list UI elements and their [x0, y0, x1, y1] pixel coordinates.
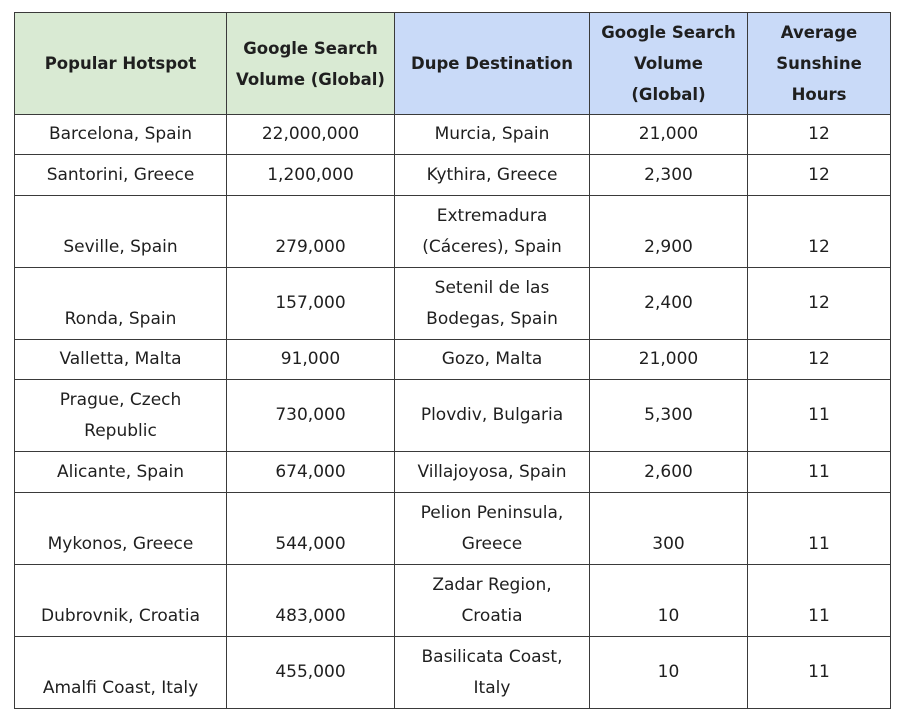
table-row: [15, 637, 891, 709]
cell-sunshine-hours: 11: [748, 452, 891, 493]
cell-dupe-volume: 2,400: [590, 268, 748, 340]
cell-dupe-volume: 21,000: [590, 115, 748, 155]
table-body: [15, 115, 891, 709]
cell-hotspot-volume: 157,000: [227, 268, 395, 340]
cell-dupe-destination: Murcia, Spain: [395, 115, 590, 155]
cell-hotspot: Valletta, Malta: [15, 340, 227, 380]
cell-hotspot: Ronda, Spain: [15, 268, 227, 340]
cell-dupe-volume: 5,300: [590, 380, 748, 452]
header-hotspot-search-volume: Google Search Volume (Global): [227, 13, 395, 115]
table-row: [15, 115, 891, 155]
cell-hotspot: Barcelona, Spain: [15, 115, 227, 155]
cell-hotspot: Alicante, Spain: [15, 452, 227, 493]
cell-sunshine-hours: 11: [748, 637, 891, 709]
cell-dupe-destination: Extremadura (Cáceres), Spain: [395, 196, 590, 268]
table-row: [15, 565, 891, 637]
table-row: [15, 196, 891, 268]
table-row: [15, 155, 891, 196]
cell-hotspot-volume: 91,000: [227, 340, 395, 380]
cell-dupe-destination: Kythira, Greece: [395, 155, 590, 196]
table-row: [15, 493, 891, 565]
cell-dupe-destination: Zadar Region, Croatia: [395, 565, 590, 637]
destination-dupes-table: [14, 12, 891, 709]
header-row: [15, 13, 891, 115]
cell-sunshine-hours: 12: [748, 155, 891, 196]
cell-dupe-volume: 2,300: [590, 155, 748, 196]
cell-hotspot-volume: 674,000: [227, 452, 395, 493]
cell-sunshine-hours: 12: [748, 340, 891, 380]
cell-hotspot-volume: 730,000: [227, 380, 395, 452]
cell-hotspot-volume: 544,000: [227, 493, 395, 565]
table-header: [15, 13, 891, 115]
table-row: [15, 268, 891, 340]
table-row: [15, 452, 891, 493]
cell-hotspot: Amalfi Coast, Italy: [15, 637, 227, 709]
header-dupe-destination: Dupe Destination: [395, 13, 590, 115]
cell-dupe-volume: 2,600: [590, 452, 748, 493]
cell-dupe-volume: 2,900: [590, 196, 748, 268]
cell-dupe-destination: Plovdiv, Bulgaria: [395, 380, 590, 452]
cell-sunshine-hours: 11: [748, 380, 891, 452]
cell-sunshine-hours: 11: [748, 565, 891, 637]
cell-sunshine-hours: 12: [748, 115, 891, 155]
table-row: [15, 340, 891, 380]
header-popular-hotspot: Popular Hotspot: [15, 13, 227, 115]
cell-hotspot-volume: 22,000,000: [227, 115, 395, 155]
header-dupe-search-volume: Google Search Volume (Global): [590, 13, 748, 115]
cell-hotspot: Mykonos, Greece: [15, 493, 227, 565]
cell-hotspot: Santorini, Greece: [15, 155, 227, 196]
cell-dupe-destination: Setenil de las Bodegas, Spain: [395, 268, 590, 340]
cell-dupe-volume: 300: [590, 493, 748, 565]
cell-dupe-destination: Pelion Peninsula, Greece: [395, 493, 590, 565]
cell-hotspot-volume: 1,200,000: [227, 155, 395, 196]
cell-hotspot-volume: 455,000: [227, 637, 395, 709]
cell-dupe-volume: 10: [590, 565, 748, 637]
cell-dupe-destination: Villajoyosa, Spain: [395, 452, 590, 493]
cell-sunshine-hours: 11: [748, 493, 891, 565]
cell-hotspot-volume: 279,000: [227, 196, 395, 268]
cell-hotspot: Dubrovnik, Croatia: [15, 565, 227, 637]
header-average-sunshine-hours: Average Sunshine Hours: [748, 13, 891, 115]
cell-dupe-destination: Gozo, Malta: [395, 340, 590, 380]
cell-dupe-volume: 21,000: [590, 340, 748, 380]
cell-sunshine-hours: 12: [748, 196, 891, 268]
cell-hotspot-volume: 483,000: [227, 565, 395, 637]
cell-hotspot: Seville, Spain: [15, 196, 227, 268]
cell-hotspot: Prague, Czech Republic: [15, 380, 227, 452]
cell-sunshine-hours: 12: [748, 268, 891, 340]
cell-dupe-volume: 10: [590, 637, 748, 709]
table-row: [15, 380, 891, 452]
cell-dupe-destination: Basilicata Coast, Italy: [395, 637, 590, 709]
